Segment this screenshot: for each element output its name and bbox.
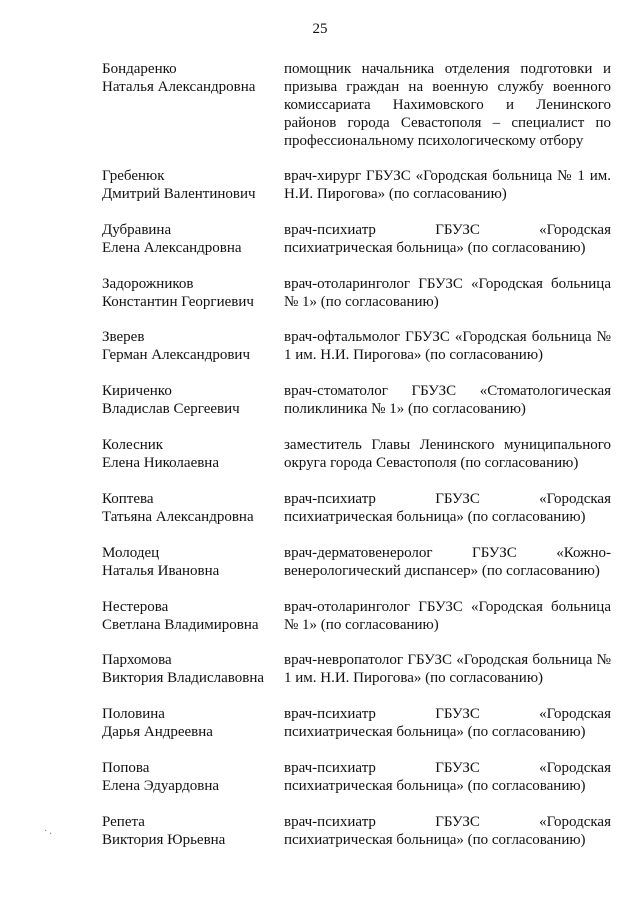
member-surname: Кириченко: [102, 383, 172, 399]
member-position: врач-отоларинголог ГБУЗС «Городская больница № 1» (по согласованию): [284, 276, 611, 310]
member-given-names: Елена Эдуардовна: [102, 778, 220, 794]
member-position: врач-психиатр ГБУЗС «Городская психиатрическая больница» (по согласованию): [284, 814, 611, 848]
member-surname: Попова: [102, 760, 150, 776]
member-name: [102, 544, 277, 580]
member-given-names: Герман Александрович: [102, 347, 250, 363]
member-name: [102, 60, 277, 96]
member-position: врач-стоматолог ГБУЗС «Стоматологическая поликлиника № 1» (по согласованию): [284, 383, 611, 417]
member-name: [102, 598, 277, 634]
member-given-names: Елена Николаевна: [102, 455, 219, 471]
member-surname: Дубравина: [102, 222, 172, 238]
member-given-names: Татьяна Александровна: [102, 509, 254, 525]
member-position: врач-психиатр ГБУЗС «Городская психиатрическая больница» (по согласованию): [284, 222, 611, 256]
member-surname: Половина: [102, 706, 165, 722]
member-surname: Бондаренко: [102, 61, 177, 77]
member-given-names: Владислав Сергеевич: [102, 401, 240, 417]
member-name: [102, 705, 277, 741]
member-position: заместитель Главы Ленинского муниципального округа города Севастополя (по согласованию): [284, 437, 611, 471]
member-surname: Гребенюк: [102, 168, 165, 184]
member-position: врач-психиатр ГБУЗС «Городская психиатрическая больница» (по согласованию): [284, 491, 611, 525]
member-name: [102, 813, 277, 849]
member-name: [102, 221, 277, 257]
member-given-names: Константин Георгиевич: [102, 294, 254, 310]
scan-speck: ·.: [44, 826, 54, 837]
member-position: врач-невропатолог ГБУЗС «Городская больница № 1 им. Н.И. Пирогова» (по согласованию): [284, 652, 611, 686]
member-given-names: Наталья Александровна: [102, 79, 256, 95]
member-position: врач-психиатр ГБУЗС «Городская психиатрическая больница» (по согласованию): [284, 760, 611, 794]
member-surname: Нестерова: [102, 599, 169, 615]
member-position: врач-отоларинголог ГБУЗС «Городская больница № 1» (по согласованию): [284, 599, 611, 633]
member-name: [102, 275, 277, 311]
member-name: [102, 759, 277, 795]
member-position: врач-дерматовенеролог ГБУЗС «Кожно-венерологический диспансер» (по согласованию): [284, 545, 611, 579]
member-given-names: Наталья Ивановна: [102, 563, 220, 579]
member-name: [102, 490, 277, 526]
member-position: помощник начальника отделения подготовки и призыва граждан на военную службу военного комиссариата Нахимовского и Ленинского районов города Севастополя – специалист по профессиональному психологическому отбору: [284, 61, 611, 149]
member-name: [102, 167, 277, 203]
member-surname: Задорожников: [102, 276, 194, 292]
member-name: [102, 651, 277, 687]
member-position: врач-хирург ГБУЗС «Городская больница № 1 им. Н.И. Пирогова» (по согласованию): [284, 168, 611, 202]
member-surname: Пархомова: [102, 652, 172, 668]
member-surname: Колесник: [102, 437, 164, 453]
member-given-names: Елена Александровна: [102, 240, 242, 256]
member-name: [102, 382, 277, 418]
member-given-names: Светлана Владимировна: [102, 617, 259, 633]
member-given-names: Виктория Юрьевна: [102, 832, 226, 848]
member-position: врач-психиатр ГБУЗС «Городская психиатрическая больница» (по согласованию): [284, 706, 611, 740]
member-surname: Репета: [102, 814, 145, 830]
member-given-names: Дмитрий Валентинович: [102, 186, 256, 202]
member-position: врач-офтальмолог ГБУЗС «Городская больница № 1 им. Н.И. Пирогова» (по согласованию): [284, 329, 611, 363]
member-surname: Зверев: [102, 329, 145, 345]
member-given-names: Дарья Андреевна: [102, 724, 213, 740]
member-surname: Коптева: [102, 491, 154, 507]
member-name: [102, 436, 277, 472]
member-surname: Молодец: [102, 545, 160, 561]
member-name: [102, 328, 277, 364]
page-number: 25: [312, 21, 328, 37]
member-given-names: Виктория Владиславовна: [102, 670, 265, 686]
